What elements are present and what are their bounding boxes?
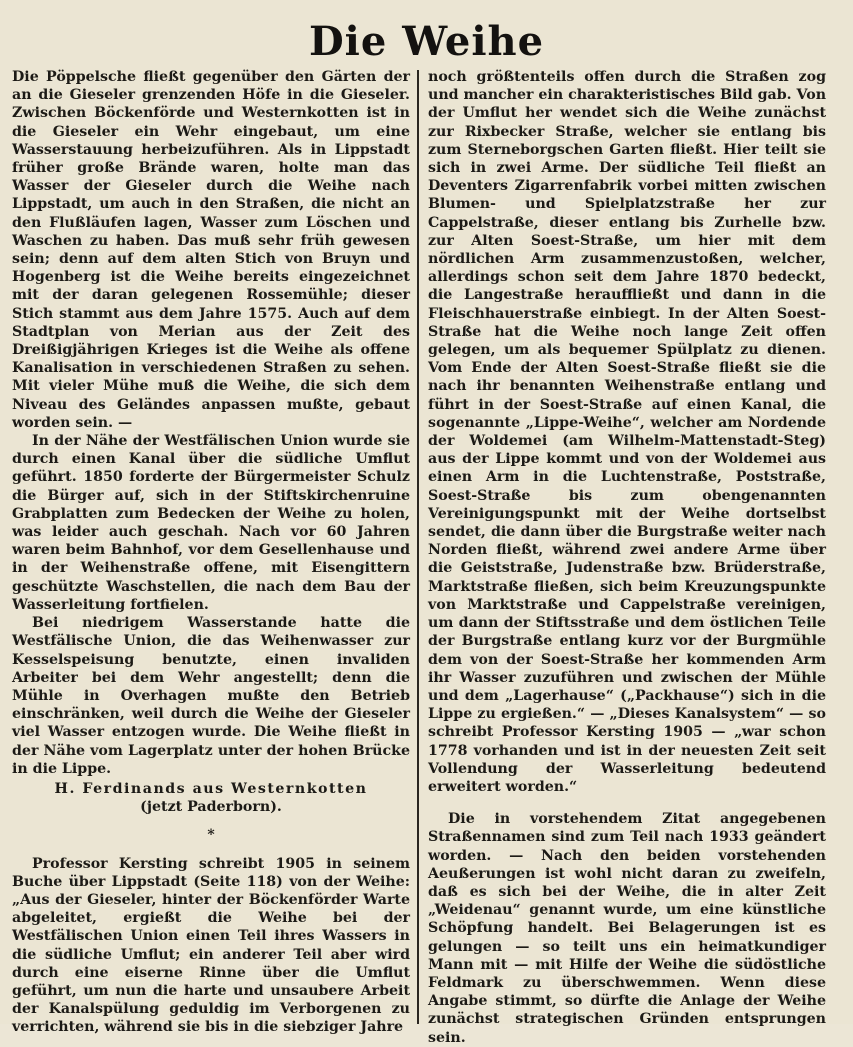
column-divider <box>417 70 419 1024</box>
author-note: (jetzt Paderborn). <box>140 799 282 816</box>
left-paragraph-1: Die Pöppelsche fließt gegenüber den Gärten der an die Gieseler grenzenden Höfe in die Gieseler. Zwischen Böckenförde und Westernkotten ist in die Gieseler ein Wehr eingebaut, um eine Wasserstauung herbeizuführen. Als in Lippstadt früher große Brände waren, holte man das Wasser der Gieseler durch die Weihe nach Lippstadt, um auch in den Straßen, die nicht an den Flußläufen lagen, Wasser zum Löschen und Waschen zu haben. Das muß sehr früh gewesen sein; denn auf dem alten Stich von Bruyn und Hogenberg ist die Weihe bereits eingezeichnet mit der daran gelegenen Rossemühle; dieser Stich stammt aus dem Jahre 1575. Auch auf dem Stadtplan von Merian aus der Zeit des Dreißigjährigen Krieges ist die Weihe als offene Kanalisation in verschiedenen Straßen zu sehen. Mit vieler Mühe muß die Weihe, die sich dem Niveau des Geländes anpassen mußte, gebaut worden sein. — <box>12 69 410 431</box>
section-separator: * <box>207 827 215 844</box>
left-paragraph-2: In der Nähe der Westfälischen Union wurde sie durch einen Kanal über die südliche Umflut geführt. 1850 forderte der Bürgermeister Schulz die Bürger auf, sich in der Stiftskirchenruine Grabplatten zum Bedecken der Weihe zu holen, was leider auch geschah. Nach vor 60 Jahren waren beim Bahnhof, vor dem Gesellenhause und in der Weihenstraße offene, mit Eisengittern geschützte Waschstellen, die nach dem Bau der Wasserleitung fortfielen. <box>12 433 410 613</box>
right-paragraph-2: Die in vorstehendem Zitat angegebenen Straßennamen sind zum Teil nach 1933 geändert worden. — Nach den beiden vorstehenden Aeußerungen ist wohl nicht daran zu zweifeln, daß es sich bei der Weihe, die in alter Zeit „Weidenau“ genannt wurde, um eine künstliche Schöpfung handelt. Bei Belagerungen ist es gelungen — so teilt uns ein heimatkundiger Mann mit — mit Hilfe der Weihe die südöstliche Feldmark zu überschwemmen. Wenn diese Angabe stimmt, so dürfte die Anlage der Weihe zunächst strategischen Gründen entsprungen sein. <box>428 811 826 1046</box>
left-column <box>12 68 410 1036</box>
left-paragraph-3: Bei niedrigem Wasserstande hatte die Westfälische Union, die das Weihenwasser zur Kesselspeisung benutzte, einen invaliden Arbeiter bei dem Wehr angestellt; denn die Mühle in Overhagen mußte den Betrieb einschränken, weil durch die Weihe der Gieseler viel Wasser entzogen wurde. Die Weihe fließt in der Nähe vom Lagerplatz unter der hohen Brücke in die Lippe. <box>12 615 410 777</box>
left-paragraph-4: Professor Kersting schreibt 1905 in seinem Buche über Lippstadt (Seite 118) von der Weihe: „Aus der Gieseler, hinter der Böckenförder Warte abgeleitet, ergießt die Weihe bei der Westfälischen Union einen Teil ihres Wassers in die südliche Umflut; ein anderer Teil aber wird durch eine eiserne Rinne über die Umflut geführt, um nun die harte und unsaubere Arbeit der Kanalspülung geduldig im Verborgenen zu verrichten, während sie bis in die siebziger Jahre <box>12 855 410 1036</box>
right-paragraph-1: noch größtenteils offen durch die Straßen zog und mancher ein charakteristisches Bild gab. Von der Umflut her wendet sich die Weihe zunächst zur Rixbecker Straße, welcher sie entlang bis zum Sterneborgschen Garten fließt. Hier teilt sie sich in zwei Arme. Der südliche Teil fließt an Deventers Zigarrenfabrik vorbei mitten zwischen Blumen- und Spielplatzstraße her zur Cappelstraße, dieser entlang bis Zurhelle bzw. zur Alten Soest-Straße, um hier mit dem nördlichen Arm zusammenzustoßen, welcher, allerdings schon seit dem Jahre 1870 bedeckt, die Langestraße herauffließt und dann in die Fleischhauerstraße einbiegt. In der Alten Soest-Straße hat die Weihe noch lange Zeit offen gelegen, um als bequemer Spülplatz zu dienen. Vom Ende der Alten Soest-Straße fließt sie die nach ihr benannten Weihenstraße entlang und führt in der Soest-Straße auf einen Kanal, die sogenannte „Lippe-Weihe“, welcher am Nordende der Woldemei (am Wilhelm-Mattenstadt-Steg) aus der Lippe kommt und von der Woldemei aus einen Arm in die Luchtenstraße, Poststraße, Soest-Straße bis zum obengenannten Vereinigungspunkt mit der Weihe dortselbst sendet, die dann über die Burgstraße weiter nach Norden fließt, während zwei andere Arme über die Geiststraße, Judenstraße bzw. Brüderstraße, Marktstraße fließen, sich beim Kreuzungspunkte von Marktstraße und Cappelstraße vereinigen, um dann der Stiftsstraße und dem östlichen Teile der Burgstraße entlang kurz vor der Burgmühle dem von der Soest-Straße her kommenden Arm ihr Wasser zuzuführen und zwischen der Mühle und dem „Lagerhause“ („Packhause“) sich in die Lippe zu ergießen.“ — „Dieses Kanalsystem“ — so schreibt Professor Kersting 1905 — „war schon 1778 vorhanden und ist in der neuesten Zeit seit Vollendung der Wasserleitung bedeutend erweitert worden.“ <box>428 69 827 795</box>
right-column <box>428 68 827 1046</box>
article-title: Die Weihe <box>308 18 545 65</box>
author-name: H. Ferdinands aus Westernkotten <box>54 780 368 797</box>
